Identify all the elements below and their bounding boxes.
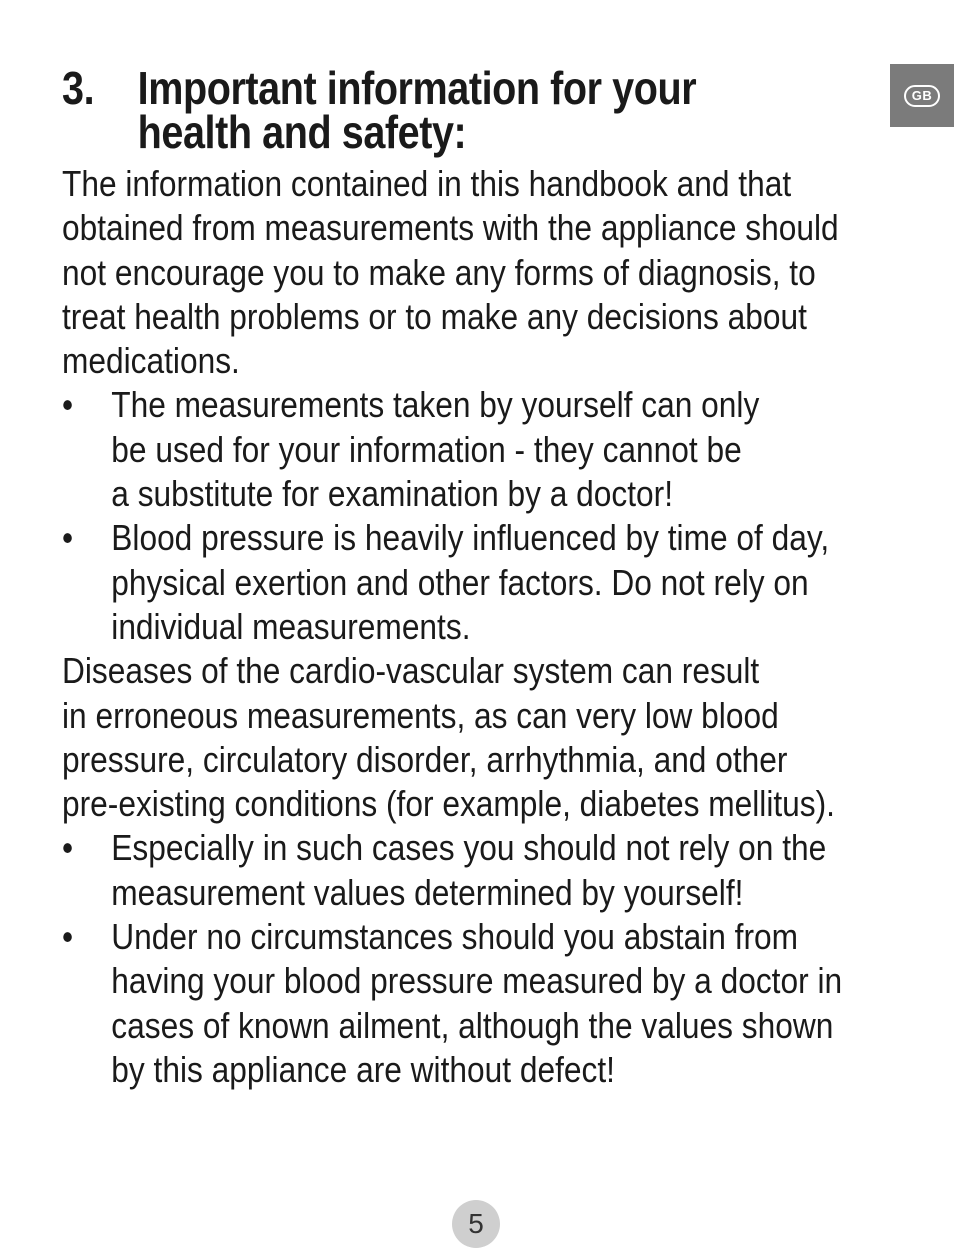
text-line: a substitute for examination by a doctor! (111, 473, 674, 515)
section-title-line-1: Important information for your (137, 62, 697, 114)
bullet-marker: • (62, 517, 74, 559)
text-line: Blood pressure is heavily influenced by time of day, (111, 517, 830, 559)
text-line: individual measurements. (111, 605, 471, 647)
language-badge: GB (904, 85, 940, 107)
text-line: be used for your information - they cannot be (111, 428, 742, 470)
page-number: 5 (452, 1200, 500, 1248)
text-line: cases of known ailment, although the values shown (111, 1004, 834, 1046)
section-title (137, 62, 792, 158)
text-line: Under no circumstances should you abstain from (111, 916, 799, 958)
section-title-line-2: health and safety: (137, 106, 467, 158)
text-line: pre-existing conditions (for example, diabetes mellitus). (62, 783, 835, 825)
text-line: not encourage you to make any forms of diagnosis, to (62, 251, 816, 293)
bullet-item (62, 826, 889, 915)
text-line: having your blood pressure measured by a doctor in (111, 960, 843, 1002)
bullet-item (62, 516, 889, 649)
text-line: obtained from measurements with the appliance should (62, 207, 839, 249)
text-line: The measurements taken by yourself can only (111, 384, 760, 426)
bullet-marker: • (62, 384, 74, 426)
text-line: medications. (62, 340, 240, 382)
diseases-paragraph (62, 649, 889, 826)
text-line: Diseases of the cardio-vascular system can result (62, 650, 760, 692)
text-line: physical exertion and other factors. Do not rely on (111, 561, 809, 603)
section-body (62, 162, 843, 1092)
bullet-marker: • (62, 916, 74, 958)
text-line: pressure, circulatory disorder, arrhythmia, and other (62, 738, 788, 780)
text-line: treat health problems or to make any decisions about (62, 295, 807, 337)
text-line: measurement values determined by yourself! (111, 871, 744, 913)
intro-paragraph (62, 162, 889, 383)
section-number: 3. (62, 62, 95, 114)
text-line: The information contained in this handbook and that (62, 163, 792, 204)
text-line: Especially in such cases you should not rely on the (111, 827, 827, 869)
bullet-item (62, 915, 889, 1092)
bullet-item (62, 383, 889, 516)
text-line: by this appliance are without defect! (111, 1048, 615, 1090)
language-tab (890, 64, 954, 127)
bullet-marker: • (62, 827, 74, 869)
text-line: in erroneous measurements, as can very low blood (62, 694, 779, 736)
